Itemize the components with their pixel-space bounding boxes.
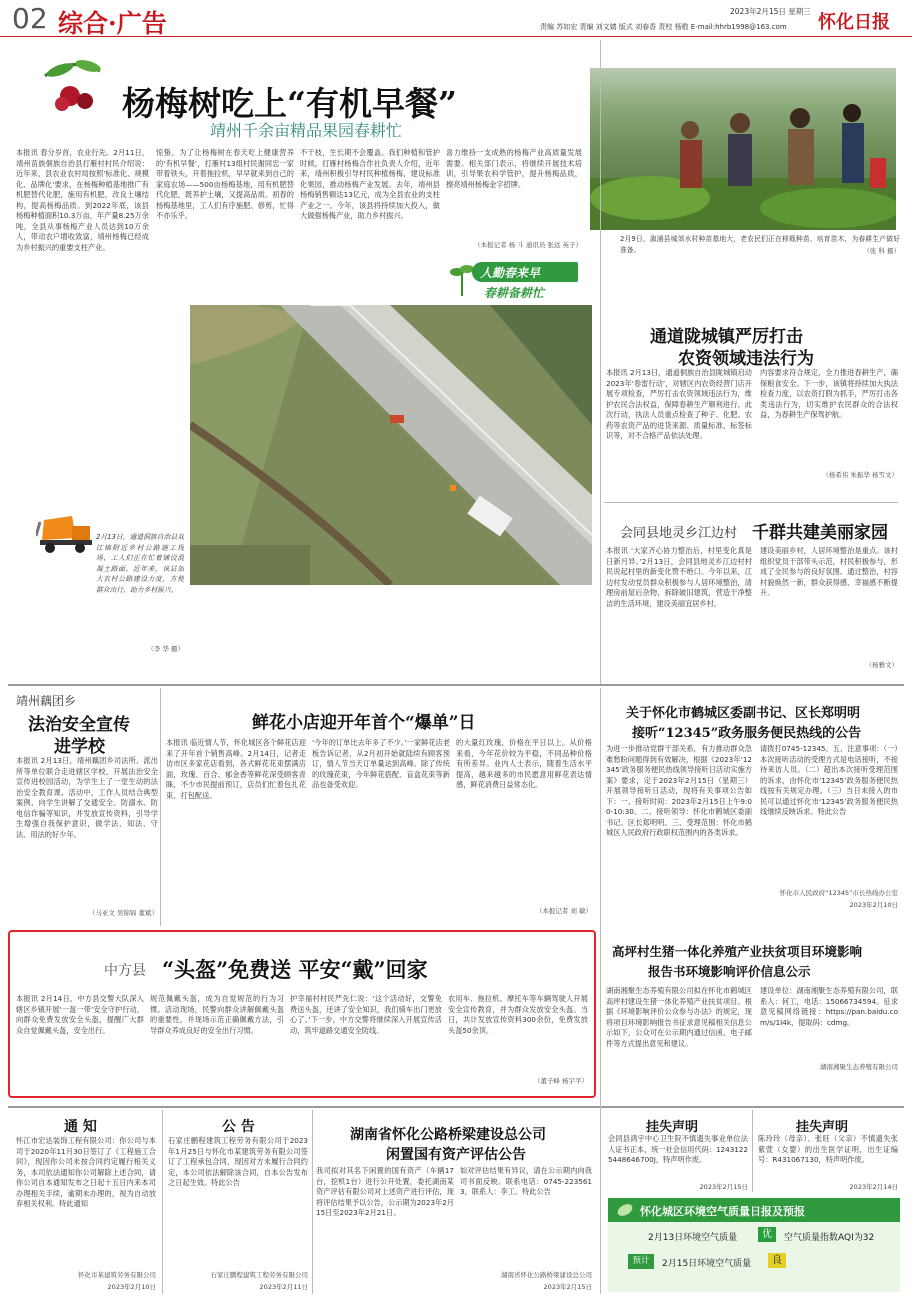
gonggao-body: 石家庄鹏程建筑工程劳务有限公司于2023年1月25日与怀化市某建筑劳务有限公司签订了工程承包合同，现因对方未履行合同约定，本公司依法解除该合同，自本公告发布之日起生效。特此公告	[168, 1136, 308, 1187]
xianhua-col-3: 的大量红玫瑰，价格在平日以上。从价格来看，今年花价较为平稳，不同品种价格有所差异。业内人士表示，随着生活水平提高，越来越多的市民愿意用鲜花表达情感，鲜花消费日益常态化。	[456, 738, 592, 789]
hotline-title-1: 关于怀化市鹤城区委副书记、区长郑明明	[626, 706, 861, 721]
bayberry-icon	[40, 56, 110, 114]
masthead-editors: 责编 苏如宏 责编 刘文婧 版式 刘春香 责校 杨敬 E-mail:hhrb1998@163.com	[540, 23, 787, 31]
jingzhou-kicker: 靖州藕团乡	[16, 694, 77, 708]
section-title: 综合·广告	[58, 9, 167, 38]
lead-title: 杨梅树吃上“有机早餐”	[122, 84, 457, 123]
xianhua-credit: （本报记者 刘 敏）	[535, 907, 592, 915]
tongdao-col-1: 本报讯 2月13日，通道侗族自治县陇城镇启动2023年‘春雷行动’，对辖区内农资经营门店开展专项检查，严厉打击农资领域违法行为，维护农民合法权益，保障春耕生产顺利进行。此次行动，执法人员重点检查了种子、化肥、农药等农资产品的进货来源、质量标准、标签标识等，对不合格产品依法处理。	[606, 368, 752, 440]
lost2-body: 陈玲玲（母亲）、张旺（父亲）不慎遗失张紫萱（女婴）的出生医学证明，出生证编号：R431067130，特声明作废。	[758, 1134, 898, 1164]
notice-title: 通 知	[64, 1119, 97, 1135]
jingzhou-body: 本报讯 2月13日，靖州藕团乡司法所、派出所等单位联合走进辖区学校，开展法治安全宣传进校园活动，为学生上了一堂生动的法治安全教育课。活动中，工作人员结合典型案例，向学生讲解了交通安全、防溺水、防电信诈骗等知识，并发放宣传资料，引导学生增强自我保护意识，做学法、知法、守法、用法的好少年。	[16, 756, 158, 839]
highway-sign: 湖南省怀化公路桥梁建设总公司	[501, 1271, 592, 1279]
divider	[8, 1106, 904, 1108]
air-day2-level: 良	[768, 1253, 786, 1268]
lost2-title: 挂失声明	[796, 1120, 849, 1135]
spring-badge	[450, 256, 580, 304]
helmet-col-3: 护幸福村村民严先仁说：‘这个活动好，交警免费送头盔，还讲了安全知识，我们骑车出门更放心了。’下一步，中方交警将继续深入开展宣传活动，筑牢道路交通安全防线。	[290, 994, 442, 1035]
divider	[752, 1110, 753, 1192]
lead-subtitle: 靖州千余亩精品果园春耕忙	[210, 121, 403, 140]
air-day1-label: 2月13日环境空气质量	[648, 1233, 738, 1243]
air-forecast-tag: 预计	[628, 1254, 654, 1269]
lost1-title: 挂失声明	[646, 1120, 699, 1135]
divider	[8, 684, 904, 686]
paper-logo: 怀化日报	[818, 12, 890, 33]
air-day2-label: 2月15日环境空气质量	[662, 1259, 752, 1269]
page-number: 02	[12, 2, 48, 35]
badge-subtitle: 春耕备耕忙	[484, 286, 545, 300]
jingzhou-title-1: 法治安全宣传	[28, 715, 130, 735]
seedling-credit: （张 科 摄）	[863, 247, 900, 255]
jingzhou-title-2: 进学校	[54, 737, 105, 757]
gonggao-sign: 石家庄鹏程建筑工程劳务有限公司	[210, 1271, 308, 1279]
tongdao-title-1: 通道陇城镇严厉打击	[650, 327, 803, 347]
env-col-1: 湖南湘聚生态养殖有限公司拟在怀化市鹤城区高坪村建设生猪一体化养殖产业扶贫项目。根据《环境影响评价公众参与办法》的规定，现将项目环境影响报告书征求意见稿相关信息公示如下，公众可在公示期内通过信函、电子邮件等方式提出意见和建议。	[606, 986, 752, 1048]
divider	[162, 1110, 163, 1294]
huitong-kicker: 会同县地灵乡江边村	[620, 526, 738, 541]
aerial-inset-caption: 2月13日，通道侗族自治县双江镇附近乡村公路施工现场，工人们正在忙着铺设混凝土路面。近年来，该县加大农村公路建设力度，方便群众出行，助力乡村振兴。	[96, 533, 184, 594]
divider	[600, 40, 601, 684]
air-quality-title: 怀化城区环境空气质量日报及预报	[640, 1205, 805, 1218]
lost1-date: 2023年2月15日	[699, 1183, 748, 1191]
helmet-kicker: 中方县	[104, 963, 146, 979]
gonggao-date: 2023年2月11日	[259, 1283, 308, 1291]
huitong-col-1: 本报讯 ‘大家齐心协力整治后，村里变化真是日新月异。’2月13日，会同县地灵乡江边村村民说起村里的新变化赞不绝口。今年以来，江边村发动党员群众积极参与人居环境整治，清理房前屋后杂物，拆除破旧建筑，营造干净整洁的生活环境，建设美丽宜居乡村。	[606, 546, 752, 608]
highway-date: 2023年2月15日	[543, 1283, 592, 1291]
hotline-sign: 怀化市人民政府“12345”市长热线办公室	[779, 889, 898, 897]
highway-title-2: 闲置国有资产评估公告	[386, 1147, 526, 1163]
masthead	[0, 0, 912, 37]
lead-col-3: 不干枝，生长期不会覆盖。我们种植和管护时候，打雁村杨梅合作社负责人介绍，近年来，靖州积极引导村民种植杨梅，建设标准化果园，推动杨梅产业发展。去年，靖州县杨梅销售额达13亿元，成为全县农业的支柱产业之一。今年，该县将持续加大投入，做大做强杨梅产业，助力乡村振兴。	[300, 148, 440, 220]
helmet-col-4: 农用车、拖拉机、摩托车等车辆驾驶人开展安全宣传教育，并为群众发放安全头盔。当日，共计发放宣传资料300余份，免费发放头盔50余顶。	[448, 994, 588, 1035]
tongdao-col-2: 内容要求符合规定，全力推进春耕生产，确保粮食安全。下一步，该镇将持续加大执法检查力度，以农资打假为抓手，严厉打击各类违法行为，切实维护农民群众的合法权益，为春耕生产保驾护航。	[760, 368, 898, 419]
lead-col-2: 惊蛰。为了让杨梅树在春天吃上健康营养的‘有机早餐’，打雁村13组村民谢同忠一家带着铁头，开着拖拉机，早早就来到自己的家庭农场——500亩杨梅基地，用有机肥替代化肥，既养护土壤，又提高品质。初春的杨梅基地里，工人们有序施肥、修剪，忙得不亦乐乎。	[156, 148, 294, 220]
seedling-caption: 2月9日，溆浦县城郊水村种苗基地大，老农民们正在移栽种苗、培育苗木，为春耕生产做好准备。	[620, 235, 900, 254]
highway-col-2: 如对评估结果有异议，请在公示期内向我司书面反映。联系电话：0745-2235613，联系人：李工。特此公告	[460, 1166, 592, 1196]
tongdao-title-2: 农资领域违法行为	[678, 349, 814, 369]
xianhua-col-1: 本报讯 临近情人节，怀化城区各个鲜花店迎来了开年首个销售高峰。2月14日，记者走访市区多家花店看到，各式鲜花花束摆满店面，玫瑰、百合、郁金香等鲜花深受顾客青睐，不少市民提前预订，店员们忙着包扎花束、打包配送。	[166, 738, 306, 800]
lead-credit: （本报记者 杨 斗 通讯员 张远 英子）	[474, 241, 582, 249]
road-construction-photo	[190, 305, 592, 585]
hotline-col-2: 请拨打0745-12345。五、注意事项：（一）本次接听活动的受理方式是电话接听，不接待来访人员。（二）超出本次接听受理范围的诉求，由怀化市‘12345’政务服务便民热线按有关规定办理。（三）当日未接入的市民可以通过怀化市‘12345’政务服务便民热线继续反映诉求。特此公告	[760, 744, 898, 816]
highway-title-1: 湖南省怀化公路桥梁建设总公司	[350, 1127, 546, 1143]
aerial-inset-credit: （李 华 摄）	[147, 645, 184, 653]
lead-col-4: 喜力维持一支成熟的杨梅产业高质量发展需要。相关部门表示，将继续开展技术培训，引导果农科学管护，提升杨梅品质，擦亮靖州杨梅金字招牌。	[446, 148, 582, 189]
env-title-2: 报告书环境影响评价信息公示	[648, 964, 811, 979]
jingzhou-credit: （马亚文 吴锦锦 董斌）	[88, 909, 158, 917]
hotline-date: 2023年2月10日	[849, 901, 898, 909]
divider	[160, 688, 161, 926]
divider	[604, 502, 898, 503]
lead-col-1: 本报讯 春分岁首，农业行先。2月11日，靖州苗族侗族自治县打雁村村民介绍说：近年来，县农业农村局按照'标准化、规模化、品牌化'要求，在杨梅种植基地推广有机肥替代化肥，施用有机肥，改良土壤结构，提高杨梅品质。到2022年底，该县杨梅种植面积10.3万亩，年产量8.25万余吨，全县从事杨梅产业人员达到10万余人，带动农户增收致富，靖州杨梅已经成为乡村振兴的重要支柱产业。	[16, 148, 149, 252]
badge-title: 人勤春来早	[480, 266, 541, 280]
huitong-title: 千群共建美丽家园	[752, 523, 888, 543]
gonggao-title: 公 告	[222, 1119, 255, 1135]
helmet-title: “头盔”免费送 平安“戴”回家	[162, 957, 428, 982]
lost1-body: 会同县鸿宇中心卫生院不慎遗失事业单位法人证书正本，统一社会信用代码：12431225448646700J，特声明作废。	[608, 1134, 748, 1164]
huitong-col-2: 建设美丽乡村，人居环境整治是重点。该村组织党员干部带头示范，村民积极参与，形成了全民参与的良好氛围。通过整治，村容村貌焕然一新，群众获得感、幸福感不断提升。	[760, 546, 898, 597]
leaf-icon	[616, 1202, 634, 1218]
env-col-2: 建设单位：湖南湘聚生态养殖有限公司，联系人：何工，电话：15066734594。征求意见稿网络链接：https://pan.baidu.com/s/1I4k，提取码：cdmg。	[760, 986, 898, 1027]
env-title-1: 高坪村生猪一体化养殖产业扶贫项目环境影响	[612, 944, 863, 959]
divider	[312, 1110, 313, 1294]
hotline-title-2: 接听“12345”政务服务便民热线的公告	[632, 726, 862, 741]
air-quality-panel	[608, 1198, 900, 1292]
sprout-icon	[450, 260, 474, 296]
air-day1-level: 优	[758, 1227, 776, 1242]
helmet-col-1: 本报讯 2月14日，中方县交警大队深入辖区乡镇开展‘一盔一带’安全守护行动，向群众免费发放安全头盔，提醒广大群众自觉佩戴头盔，安全出行。	[16, 994, 144, 1035]
helmet-credit: （董子峰 杨宇平）	[533, 1077, 588, 1085]
divider	[600, 688, 601, 1294]
lost2-date: 2023年2月14日	[849, 1183, 898, 1191]
highway-col-1: 我司拟对其名下闲置的国有资产（车辆17台，挖机1台）进行公开处置，委托湖南某资产评估有限公司对上述资产进行评估，现将评估结果予以公告，公示期为2023年2月15日至2023年2月21日。	[316, 1166, 454, 1217]
hotline-col-1: 为进一步推动党群干部关系，有力推动群众急难愁盼问题得到有效解决，根据《2023年‘12345’政务服务便民热线领导接听日活动实施方案》要求，定于2023年2月15日（星期三）开展领导接听日活动，现将有关事项公告如下：一、接听时间：2023年2月15日上午9:00-10:30。二、接听领导：怀化市鹤城区委副书记、区长郑明明。三、受理范围：怀化市鹤城区人民政府行政职权范围内的各类诉求。	[606, 744, 752, 837]
env-sign: 湖南湘聚生态养殖有限公司	[820, 1063, 898, 1071]
xianhua-title: 鲜花小店迎开年首个“爆单”日	[252, 713, 476, 733]
notice-date: 2023年2月10日	[107, 1283, 156, 1291]
seedling-photo	[590, 68, 896, 230]
xianhua-col-2: ‘今年的订单比去年多了不少。’一家鲜花店老板告诉记者，从2月初开始就陆续有顾客预订，情人节当天订单量达到高峰。除了传统的玫瑰花束，今年鲜花搭配、盲盒花束等新品也备受欢迎。	[312, 738, 450, 789]
notice-body: 怀江市宏达装饰工程有限公司：你公司与本司于2020年11月30日签订了《工程施工合同》，现因你公司未按合同约定履行相关义务，本司依法通知你公司解除上述合同，请你公司自本通知发布之日起十五日内来本司办理相关手续，逾期未办理的，视为自动放弃相关权利。特此通知	[16, 1136, 156, 1208]
air-day1-aqi: 空气质量指数AQI为32	[784, 1233, 875, 1243]
notice-sign: 怀化市某建筑劳务有限公司	[78, 1271, 156, 1279]
helmet-col-2: 规范佩戴头盔，成为自觉规范的行为习惯。活动现场，民警向群众讲解佩戴头盔的重要性，并现场示范正确佩戴方法，引导群众养成良好的安全出行习惯。	[150, 994, 284, 1035]
masthead-date: 2023年2月15日 星期三	[730, 7, 811, 16]
tongdao-credit: （杨希伟 朱振华 杨雪文）	[822, 471, 898, 479]
huitong-credit: （杨雅文）	[865, 661, 898, 669]
truck-icon	[36, 512, 96, 556]
